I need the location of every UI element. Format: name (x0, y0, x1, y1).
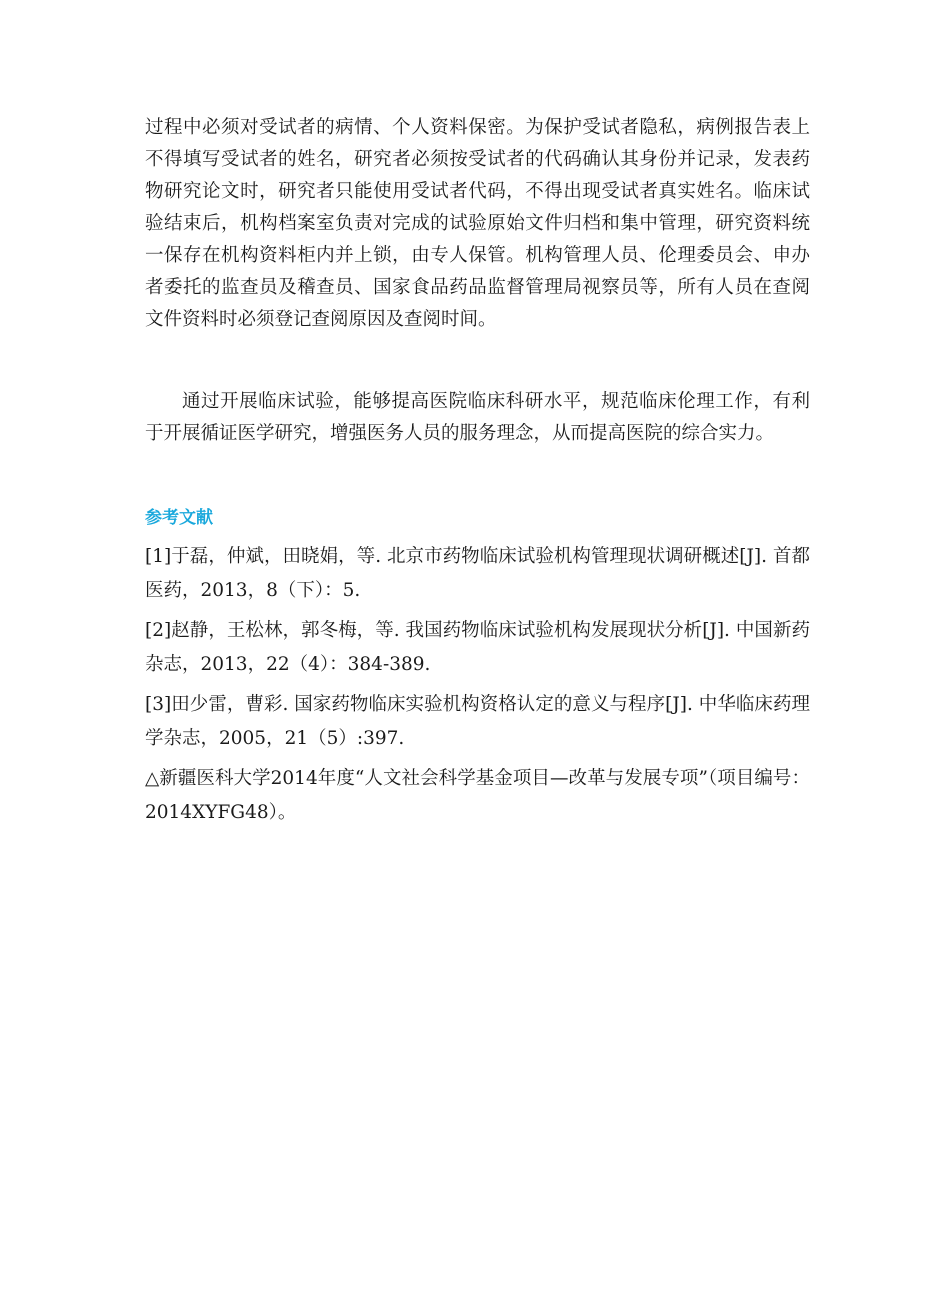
reference-item-2: [2]赵静，王松林，郭冬梅，等. 我国药物临床试验机构发展现状分析[J]. 中国新药杂志，2013，22（4）：384-389. (145, 620, 810, 675)
paragraph-text: 通过开展临床试验，能够提高医院临床科研水平，规范临床伦理工作，有利于开展循证医学研究，增强医务人员的服务理念，从而提高医院的综合实力。 (145, 391, 810, 444)
funding-note: △新疆医科大学2014年度“人文社会科学基金项目—改革与发展专项”（项目编号：2014XYFG48）。 (145, 768, 810, 823)
body-paragraph-conclusion (145, 386, 810, 450)
reference-item-1: [1]于磊，仲斌，田晓娟，等. 北京市药物临床试验机构管理现状调研概述[J]. 首都医药，2013，8（下）：5. (145, 546, 810, 601)
references-heading: 参考文献 (145, 508, 213, 528)
reference-item-3: [3]田少雷，曹彩. 国家药物临床实验机构资格认定的意义与程序[J]. 中华临床药理学杂志，2005，21（5）:397. (145, 694, 810, 749)
paragraph-text: 过程中必须对受试者的病情、个人资料保密。为保护受试者隐私，病例报告表上不得填写受试者的姓名，研究者必须按受试者的代码确认其身份并记录，发表药物研究论文时，研究者只能使用受试者代码，不得出现受试者真实姓名。临床试验结束后，机构档案室负责对完成的试验原始文件归档和集中管理，研究资料统一保存在机构资料柜内并上锁，由专人保管。机构管理人员、伦理委员会、申办者委托的监查员及稽查员、国家食品药品监督管理局视察员等，所有人员在查阅文件资料时必须登记查阅原因及查阅时间。 (145, 117, 810, 330)
body-paragraph-confidentiality (145, 112, 810, 336)
document-content (145, 112, 810, 830)
